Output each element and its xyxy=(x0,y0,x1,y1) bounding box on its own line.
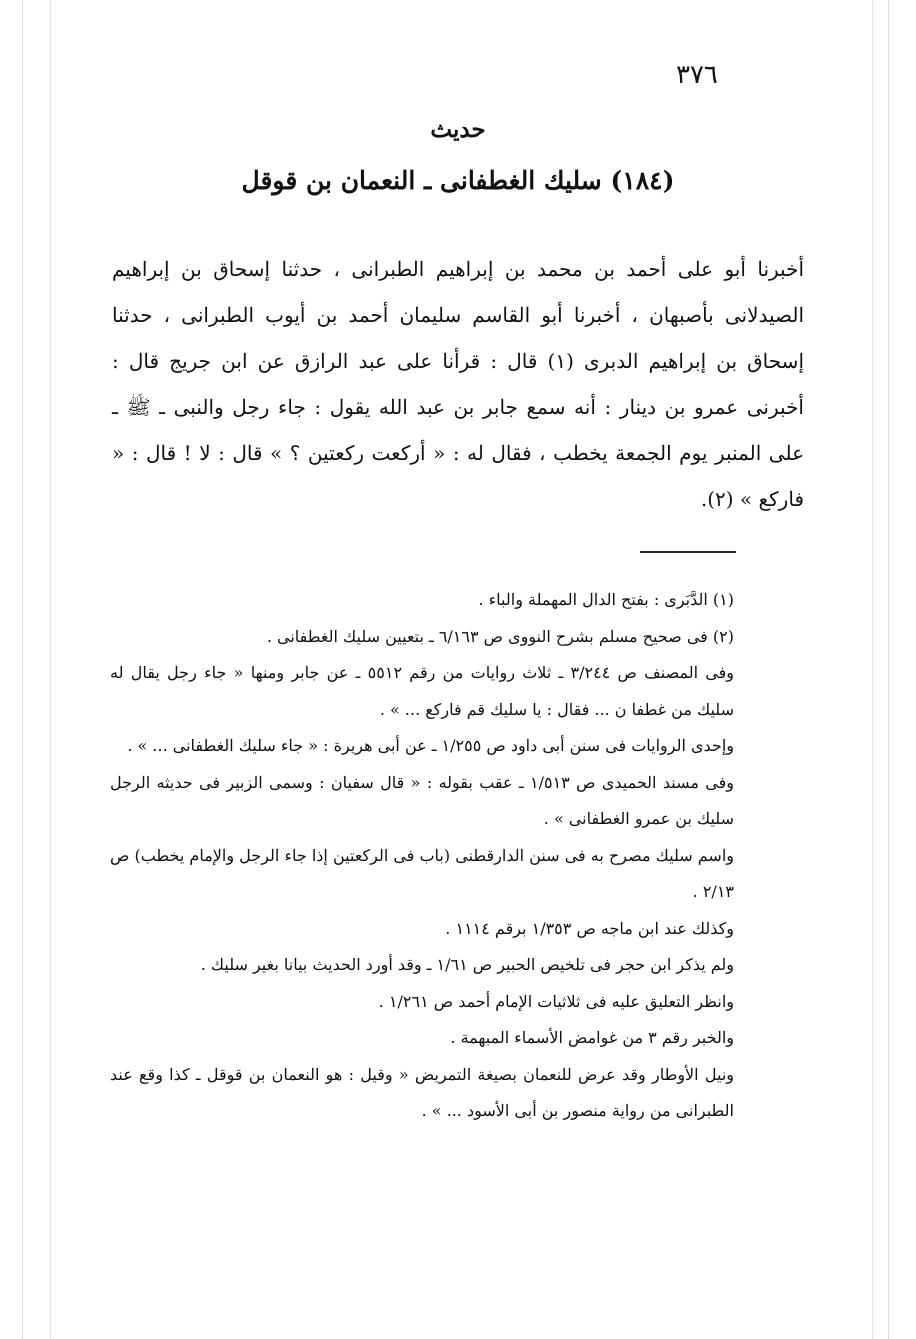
hadith-title: (١٨٤) سليك الغطفانى ـ النعمان بن قوقل xyxy=(241,166,675,195)
footnote-2-line: وكذلك عند ابن ماجه ص ١/٣٥٣ برقم ١١١٤ . xyxy=(445,918,734,938)
footnote-2-line: ونيل الأوطار وقد عرض للنعمان بصيغة التمريض « وقيل : هو النعمان بن قوقل ـ كذا وقع عند الطبرانى من رواية منصور بن أبى الأسود ... » . xyxy=(110,1064,735,1120)
hadith-paragraph: أخبرنا أبو على أحمد بن محمد بن إبراهيم الطبرانى ، حدثنا إسحاق بن إبراهيم الصيدلانى بأصبهان ، أخبرنا أبو القاسم سليمان أحمد بن أيوب الطبرانى ، حدثنا إسحاق بن إبراهيم الدبرى (١) قال : قرأنا على عبد الرازق عن ابن جريج قال : أخبرنى عمرو بن دينار : أنه سمع جابر بن عبد الله يقول : جاء رجل والنبى ـ ﷺ ـ على المنبر يوم الجمعة يخطب ، فقال له : « أركعت ركعتين ؟ » قال : لا ! قال : « فاركع » (٢). xyxy=(112,257,804,511)
scan-edge-artifact xyxy=(22,0,23,1339)
footnote-2: (٢) فى صحيح مسلم بشرح النووى ص ٦/١٦٣ ـ بتعيين سليك الغطفانى . xyxy=(266,626,734,646)
section-title: حديث xyxy=(430,116,486,143)
footnote-2-line: وانظر التعليق عليه فى ثلاثيات الإمام أحمد ص ١/٢٦١ . xyxy=(378,991,734,1011)
footnote-2-line: وإحدى الروايات فى سنن أبى داود ص ١/٢٥٥ ـ عن أبى هريرة : « جاء سليك الغطفانى ... » . xyxy=(127,736,734,755)
footnote-2-line: واسم سليك مصرح به فى سنن الدارقطنى (باب فى الركعتين إذا جاء الرجل والإمام يخطب) ص ٢/١٣ . xyxy=(110,845,734,901)
footnote-divider xyxy=(640,551,736,553)
footnotes xyxy=(110,582,734,1130)
scan-edge-artifact xyxy=(888,0,889,1339)
footnote-2-line: ولم يذكر ابن حجر فى تلخيص الحبير ص ١/٦١ ـ وقد أورد الحديث بيانا بغير سليك . xyxy=(200,955,734,974)
footnote-2-line: وفى المصنف ص ٣/٢٤٤ ـ ثلاث روايات من رقم ٥٥١٢ ـ عن جابر ومنها « جاء رجل يقال له سليك من غطفا ن ... فقال : يا سليك قم فاركع ... » . xyxy=(110,663,735,719)
footnote-2-line: والخبر رقم ٣ من غوامض الأسماء المبهمة . xyxy=(450,1028,734,1047)
hadith-text xyxy=(112,246,804,522)
footnote-2-line: وفى مسند الحميدى ص ١/٥١٣ ـ عقب بقوله : « قال سفيان : وسمى الزبير فى حديثه الرجل سليك بن عمرو الغطفانى » . xyxy=(110,772,735,828)
footnote-1: (١) الدَّبَرى : بفتح الدال المهملة والباء . xyxy=(478,590,734,609)
scan-edge-artifact xyxy=(50,0,51,1339)
page-number: ٣٧٦ xyxy=(676,60,718,90)
scan-edge-artifact xyxy=(872,0,873,1339)
